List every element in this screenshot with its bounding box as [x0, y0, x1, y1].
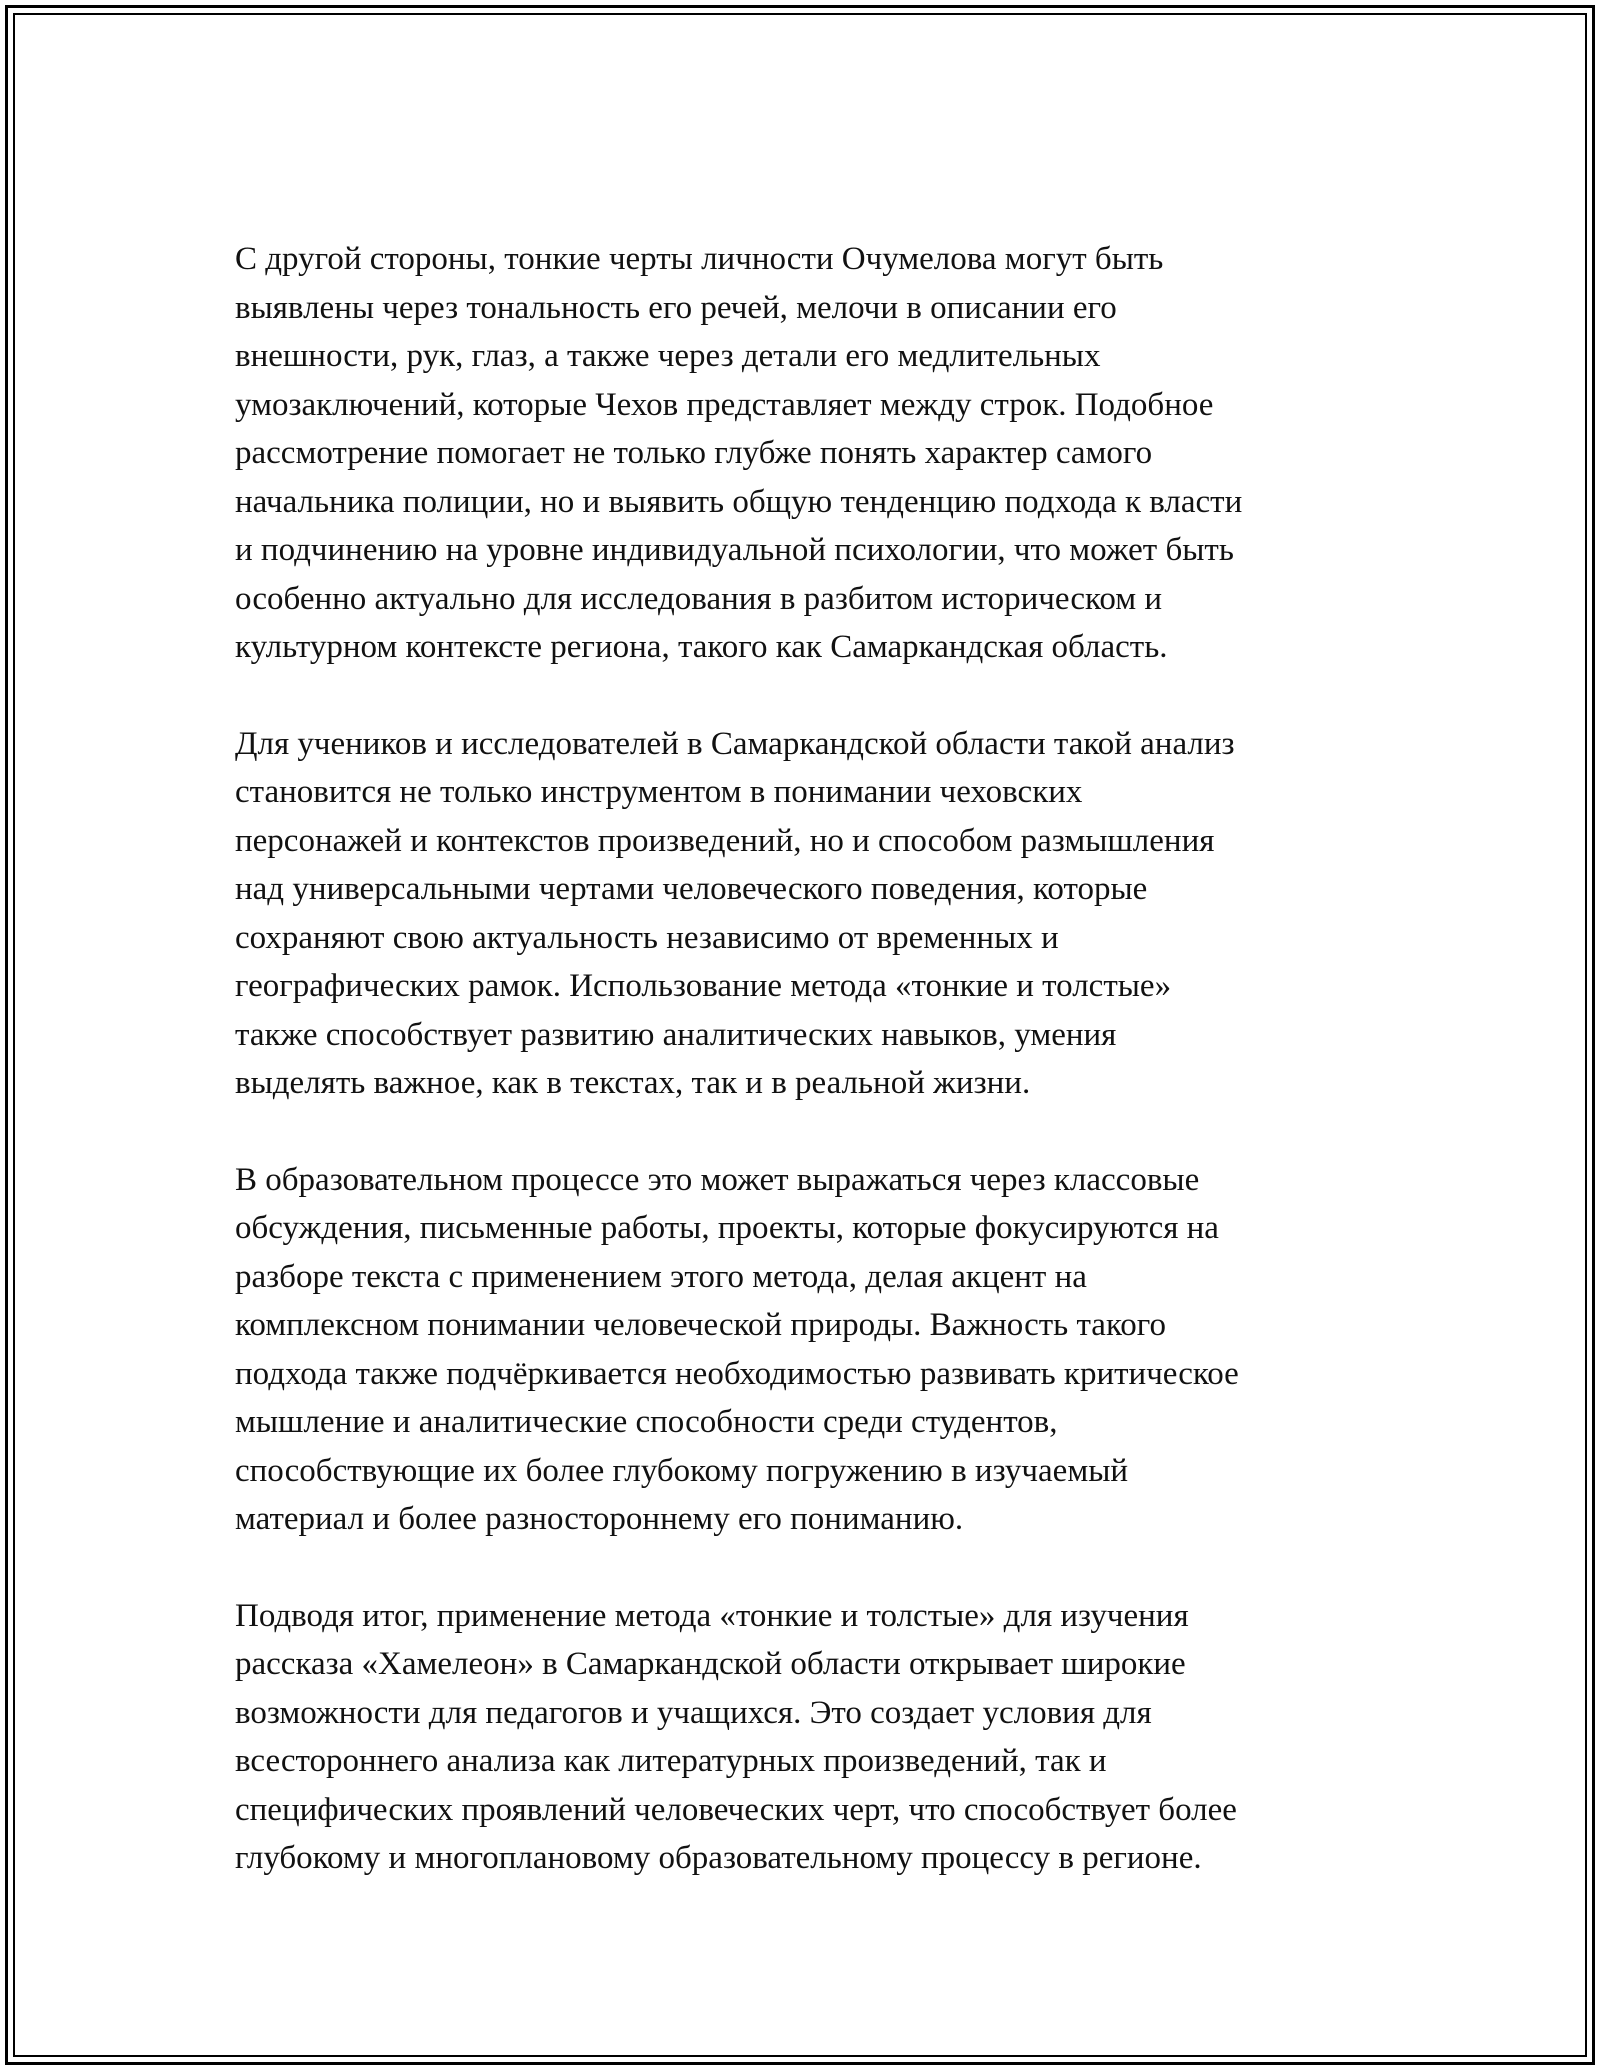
text-line: становится не только инструментом в понимании чеховских — [235, 774, 1083, 810]
text-line: рассказа «Хамелеон» в Самаркандской области открывает широкие — [235, 1646, 1186, 1682]
text-line: С другой стороны, тонкие черты личности Очумелова могут быть — [235, 241, 1164, 277]
text-line: особенно актуально для исследования в разбитом историческом и — [235, 580, 1162, 617]
text-line: над универсальными чертами человеческого поведения, которые — [235, 871, 1148, 907]
text-line: персонажей и контекстов произведений, но и способом размышления — [235, 822, 1215, 859]
text-line: выделять важное, как в текстах, так и в реальной жизни. — [235, 1065, 1031, 1101]
paragraph-conclusion — [235, 1592, 1385, 1883]
paragraph-students-researchers — [235, 720, 1385, 1108]
text-line: Подводя итог, применение метода «тонкие и толстые» для изучения — [235, 1597, 1189, 1634]
text-line: выявлены через тональность его речей, мелочи в описании его — [235, 289, 1117, 326]
text-line: мышление и аналитические способности среди студентов, — [235, 1404, 1058, 1440]
text-line: всестороннего анализа как литературных произведений, так и — [235, 1743, 1107, 1779]
text-line: подхода также подчёркивается необходимостью развивать критическое — [235, 1355, 1239, 1392]
text-line: также способствует развитию аналитических навыков, умения — [235, 1016, 1117, 1053]
text-line: внешности, рук, глаз, а также через детали его медлительных — [235, 338, 1101, 374]
text-line: сохраняют свою актуальность независимо от временных и — [235, 919, 1059, 956]
text-line: умозаключений, которые Чехов представляет между строк. Подобное — [235, 386, 1214, 423]
paragraph-ochumelov-traits — [235, 235, 1385, 672]
text-line: способствующие их более глубокому погружению в изучаемый — [235, 1452, 1129, 1489]
text-line: глубокому и многоплановому образовательному процессу в регионе. — [235, 1840, 1202, 1876]
text-line: специфических проявлений человеческих черт, что способствует более — [235, 1791, 1237, 1828]
text-line: культурном контексте региона, такого как Самаркандская область. — [235, 629, 1168, 665]
text-line: Для учеников и исследователей в Самаркандской области такой анализ — [235, 725, 1235, 762]
text-line: комплексном понимании человеческой природы. Важность такого — [235, 1307, 1167, 1343]
text-line: обсуждения, письменные работы, проекты, которые фокусируются на — [235, 1210, 1219, 1246]
paragraph-educational-process — [235, 1156, 1385, 1544]
text-line: В образовательном процессе это может выражаться через классовые — [235, 1161, 1200, 1198]
text-line: разборе текста с применением этого метода, делая акцент на — [235, 1258, 1087, 1295]
text-line: начальника полиции, но и выявить общую тенденцию подхода к власти — [235, 483, 1243, 520]
text-line: географических рамок. Использование метода «тонкие и толстые» — [235, 968, 1172, 1004]
text-line: и подчинению на уровне индивидуальной психологии, что может быть — [235, 532, 1234, 568]
document-body — [235, 235, 1385, 1931]
text-line: возможности для педагогов и учащихся. Это создает условия для — [235, 1694, 1152, 1731]
text-line: рассмотрение помогает не только глубже понять характер самого — [235, 435, 1153, 471]
text-line: материал и более разностороннему его пониманию. — [235, 1501, 964, 1537]
